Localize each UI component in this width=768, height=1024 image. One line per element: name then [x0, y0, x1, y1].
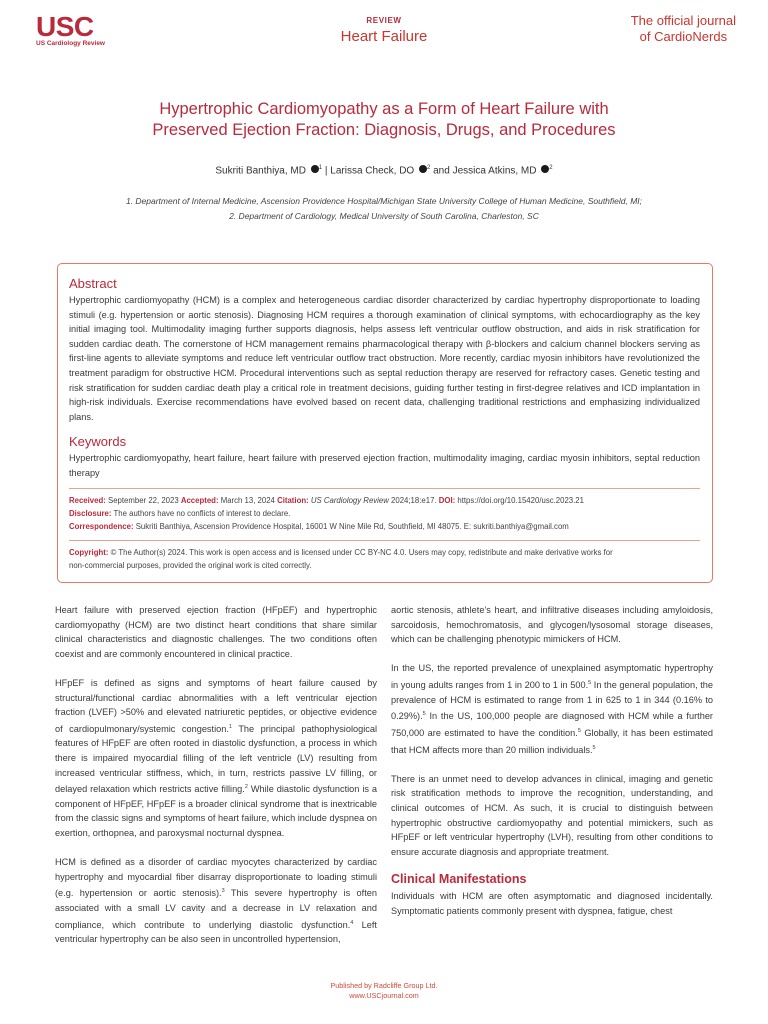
section-heading: Clinical Manifestations — [391, 871, 527, 886]
disclosure-text: The authors have no conflicts of interest to declare. — [113, 508, 291, 518]
orcid-icon[interactable] — [419, 165, 427, 173]
copyright-line-2: non-commercial purposes, provided the original work is cited correctly. — [69, 561, 312, 571]
author-1-affil: 1 — [318, 165, 323, 171]
correspondence-label: Correspondence: — [69, 521, 134, 531]
title-line-2: Preserved Ejection Fraction: Diagnosis, Drugs, and Procedures — [152, 121, 616, 139]
divider — [69, 540, 700, 541]
body-column-left — [55, 603, 377, 962]
copyright-line-1: © The Author(s) 2024. This work is open access and is licensed under CC BY-NC 4.0. Users may copy, redistribute and make derivative works for — [110, 548, 613, 558]
doi-label: DOI: — [438, 495, 456, 505]
logo-mark: USC — [36, 11, 94, 42]
orcid-icon[interactable] — [311, 165, 319, 173]
body-column-right — [391, 603, 713, 933]
page-header — [0, 0, 768, 60]
title-line-1: Hypertrophic Cardiomyopathy as a Form of Heart Failure with — [159, 100, 609, 118]
author-3: and Jessica Atkins, MD — [433, 165, 537, 177]
citation-details: 2024;18:e17. — [391, 495, 437, 505]
author-2: Larissa Check, DO — [330, 165, 415, 177]
citation-ref[interactable]: 5 — [577, 727, 581, 734]
page-footer — [0, 981, 768, 1001]
article-type-label: REVIEW — [366, 16, 402, 25]
paragraph: In the US, the reported prevalence of unexplained asymptomatic hypertrophy in young adults ranges from 1 in 200 to 1 in 500.$^5$ In the general population, the prevalence of HCM is estimated to range from 1 in 625 to 1 in 344 (0.16% to 0.29%).$^5$ In the US, 100,000 people are diagnosed with HCM while a further 750,000 are estimated to have the condition.$^5$ Globally, it has been estimated that HCM affects more than 20 million individuals.$^5$ — [391, 663, 714, 755]
citation-ref[interactable]: 5 — [588, 679, 592, 686]
official-journal-note — [631, 13, 736, 45]
paragraph: Heart failure with preserved ejection fraction (HFpEF) and hypertrophic cardiomyopathy (HCM) are two distinct heart conditions that share similar clinical characteristics and diagnostic challenges. The two conditions often coexist and are commonly encountered in clinical practice. — [55, 605, 377, 659]
abstract-text: Hypertrophic cardiomyopathy (HCM) is a complex and heterogeneous cardiac disorder characterized by cardiac hypertrophy disproportionate to loading stimuli (e.g. hypertension or aortic stenosis). Diagnosing HCM requires a thorough examination of clinical symptoms, with echocardiography as the key initial imaging tool. Multimodality imaging further supports diagnosis, helps assess left ventricular outflow obstruction, and aids in risk stratification for sudden cardiac death. The cornerstone of HCM management remains pharmacological therapy with β-blockers and calcium channel blockers serving as first-line agents to alleviate symptoms and reduce left ventricular outflow tract obstruction. More recently, cardiac myosin inhibitors have revolutionized the treatment paradigm for obstructive HCM. Procedural interventions such as septal reduction therapy are reserved for refractory cases. Genetic testing and risk stratification for sudden cardiac death play a critical role in treatment decisions, guiding further testing in first-degree relatives and ICD implantation in high-risk individuals. Exercise recommendations have evolved based on recent data, challenging traditional restrictions and emphasizing individualized plans. — [69, 295, 700, 422]
accepted-label: Accepted: — [180, 495, 219, 505]
abstract-heading: Abstract — [69, 276, 117, 291]
citation-ref[interactable]: 2 — [244, 784, 248, 791]
copyright-label: Copyright: — [69, 548, 109, 558]
author-list: Sukriti Banthiya, MD $^1$ | Larissa Check, DO $^2$ and Jessica Atkins, MD $^2$ — [215, 165, 553, 177]
publisher-line: Published by Radcliffe Group Ltd. — [330, 981, 438, 990]
article-metadata — [69, 494, 700, 534]
copyright-notice — [69, 546, 700, 572]
logo-subtitle: US Cardiology Review — [36, 40, 105, 47]
keywords-heading: Keywords — [69, 434, 127, 450]
affiliation-2: 2. Department of Cardiology, Medical University of South Carolina, Charleston, SC — [229, 211, 539, 221]
citation-journal: US Cardiology Review — [310, 495, 389, 505]
citation-ref[interactable]: 3 — [221, 888, 225, 895]
paragraph: aortic stenosis, athlete’s heart, and infiltrative diseases including amyloidosis, sarcoidosis, hemochromatosis, and glycogen/lysosomal storage diseases, which can be challenging phenotypic mimickers of HCM. — [391, 605, 713, 645]
official-line-1: The official journal — [630, 13, 736, 28]
author-2-affil: 2 — [426, 165, 431, 171]
citation-ref[interactable]: 5 — [422, 711, 426, 718]
affiliations — [0, 194, 768, 224]
author-1: Sukriti Banthiya, MD — [215, 165, 306, 177]
correspondence-text: Sukriti Banthiya, Ascension Providence Hospital, 16001 W Nine Mile Rd, Southfield, MI 48075. E: sukriti.banthiya@gmail.com — [135, 521, 569, 531]
divider — [69, 488, 700, 489]
doi-link[interactable]: https://doi.org/10.15420/usc.2023.21 — [457, 495, 584, 505]
accepted-date: March 13, 2024 — [220, 495, 275, 505]
paragraph: There is an unmet need to develop advances in clinical, imaging and genetic risk stratification methods to improve the recognition, understanding, and clinical outcomes of HCM. As such, it is crucial to distinguish between hypertrophic obstructive cardiomyopathy and potential mimickers, such as HFpEF or left ventricular hypertrophy (LVH), resulting from other conditions to ensure accurate diagnosis and appropriate treatment. — [391, 773, 713, 857]
citation-label: Citation: — [277, 495, 309, 505]
author-3-affil: 2 — [549, 165, 553, 171]
section-title: Heart Failure — [340, 28, 428, 45]
received-label: Received: — [69, 495, 106, 505]
paragraph: HCM is defined as a disorder of cardiac myocytes characterized by cardiac hypertrophy and myocardial fiber disarray disproportionate to loading stimuli (e.g. hypertension or aortic stenosis).$^3$ This severe hypertrophy is often associated with a small LV cavity and a decrease in LV relaxation and compliance, which contribute to underlying diastolic dysfunction.$^4$ Left ventricular hypertrophy can be also seen in uncontrolled hypertension, — [55, 857, 377, 945]
affiliation-1: 1. Department of Internal Medicine, Ascension Providence Hospital/Michigan State University College of Human Medicine, Southfield, MI; — [125, 196, 643, 206]
citation-ref[interactable]: 5 — [592, 744, 596, 751]
paragraph: Individuals with HCM are often asymptomatic and diagnosed incidentally. Symptomatic patients commonly present with dyspnea, fatigue, chest — [391, 890, 713, 916]
abstract-box — [57, 263, 713, 583]
received-date: September 22, 2023 — [108, 495, 179, 505]
keywords-text: Hypertrophic cardiomyopathy, heart failure, heart failure with preserved ejection fraction, multimodality imaging, cardiac myosin inhibitors, septal reduction therapy — [69, 453, 700, 478]
disclosure-label: Disclosure: — [69, 508, 112, 518]
citation-ref[interactable]: 4 — [350, 919, 354, 926]
citation-ref[interactable]: 1 — [228, 723, 232, 730]
journal-url[interactable]: www.USCjournal.com — [349, 991, 419, 1000]
paragraph: HFpEF is defined as signs and symptoms of heart failure caused by structural/functional cardiac abnormalities with a left ventricular ejection fraction (LVEF) >50% and elevated natriuretic peptides, or objective evidence of cardiopulmonary/systemic congestion.$^1$ The principal pathophysiological features of HFpEF are often rooted in diastolic dysfunction, a process in which there is impaired myocardial filling of the left ventricle (LV) resulting from increased ventricular stiffness, which, in turn, restricts passive LV filling, or delayed relaxation which restricts active filling.$^2$ While diastolic dysfunction is a component of HFpEF, HFpEF is a broader clinical syndrome that is inextricable from the classic signs and symptoms of heart failure, which include dyspnea on exertion, orthopnea, and paroxysmal nocturnal dyspnea. — [55, 677, 378, 839]
official-line-2: of CardioNerds — [639, 29, 728, 44]
article-title — [0, 99, 768, 141]
